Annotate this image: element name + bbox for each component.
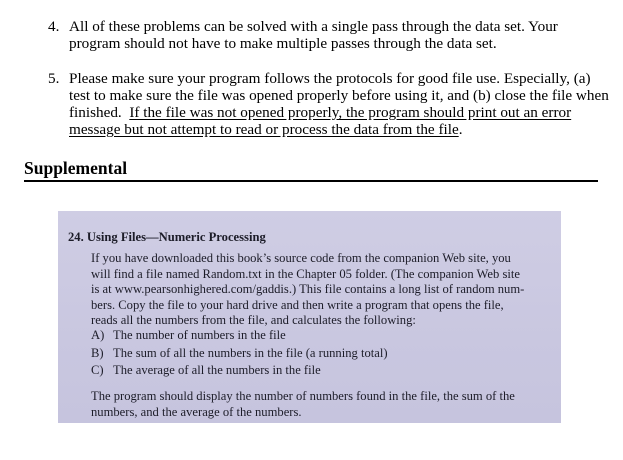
list-item [91,328,388,346]
problem-line [69,121,614,138]
exercise-line: reads all the numbers from the file, and calculates the following: [91,313,416,327]
list-text: The sum of all the numbers in the file (a running total) [113,345,388,360]
section-heading: Supplemental [24,158,128,178]
list-text: The number of numbers in the file [113,328,286,342]
problem-line [69,104,614,121]
exercise-line: If you have downloaded this book’s source code from the companion Web site, you [91,251,511,265]
textbook-excerpt [58,211,561,423]
problem-line: test to make sure the file was opened properly before using it, and (b) close the file when [69,87,609,104]
exercise-closing [91,389,515,420]
section-divider [24,180,598,182]
problem-text [69,18,614,52]
underlined-requirement: If the file was not opened properly, the program should print out an error [129,104,572,121]
problem-line: Please make sure your program follows the protocols for good file use. Especially, (a) [69,70,591,87]
list-letter: C) [91,363,104,377]
problem-number: 4. [48,18,60,35]
exercise-list [91,328,388,381]
list-item [91,363,388,381]
list-item [91,346,388,364]
list-text: The average of all the numbers in the file [113,363,321,377]
problem-line-end: . [458,121,463,138]
exercise-body [91,251,524,329]
exercise-title: 24. Using Files—Numeric Processing [68,230,266,244]
problem-line: All of these problems can be solved with a single pass through the data set. Your [69,18,558,35]
problem-text [69,70,614,138]
list-letter: A) [91,328,105,342]
list-letter: B) [91,345,104,360]
underlined-requirement: message but not attempt to read or process the data from the file [69,121,459,138]
exercise-line: numbers, and the average of the numbers. [91,404,302,419]
problem-line: program should not have to make multiple passes through the data set. [69,35,497,52]
problem-line-plain: finished. [69,104,130,121]
problem-number: 5. [48,70,60,87]
exercise-line: bers. Copy the file to your hard drive and then write a program that opens the file, [91,297,504,312]
exercise-line: The program should display the number of numbers found in the file, the sum of the [91,389,515,403]
exercise-line: will find a file named Random.txt in the Chapter 05 folder. (The companion Web site [91,266,520,281]
exercise-line: is at www.pearsonhighered.com/gaddis.) This file contains a long list of random num- [91,282,525,296]
